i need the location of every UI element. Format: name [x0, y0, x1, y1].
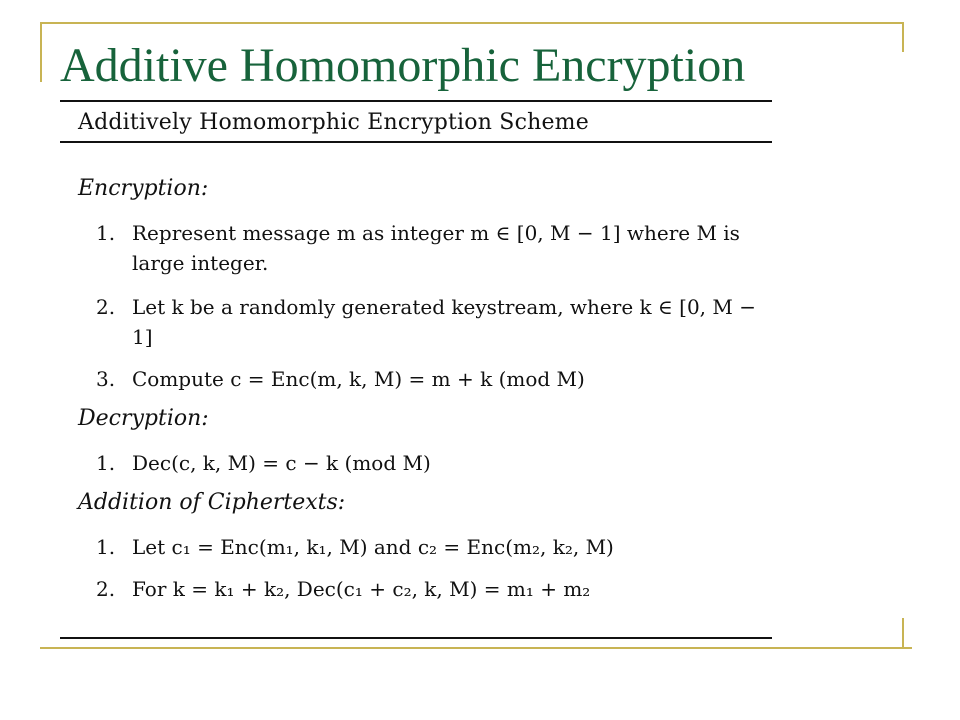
step-number: 3. [96, 367, 116, 391]
step-number: 1. [96, 221, 116, 245]
frame-bottom-right-line [902, 618, 904, 648]
scheme-box [60, 100, 772, 640]
frame-top-line [40, 22, 904, 24]
frame-left-line [40, 22, 42, 82]
step-number: 2. [96, 577, 116, 601]
step-text: Dec(c, k, M) = c − k (mod M) [132, 451, 431, 475]
encryption-step-2 [96, 292, 756, 352]
frame-right-line [902, 22, 904, 52]
step-text: Compute c = Enc(m, k, M) = m + k (mod M) [132, 367, 585, 391]
scheme-top-rule [60, 100, 772, 102]
step-text: For k = k₁ + k₂, Dec(c₁ + c₂, k, M) = m₁ + m₂ [132, 577, 591, 601]
decryption-label: Decryption: [78, 406, 209, 431]
step-number: 1. [96, 535, 116, 559]
step-text: Let c₁ = Enc(m₁, k₁, M) and c₂ = Enc(m₂, k₂, M) [132, 535, 614, 559]
frame-bottom-line [40, 647, 912, 649]
scheme-bottom-rule [60, 637, 772, 639]
addition-label: Addition of Ciphertexts: [78, 490, 346, 515]
decryption-step-1 [96, 448, 756, 478]
addition-step-2 [96, 574, 756, 604]
step-text: Let k be a randomly generated keystream, where k ∈ [0, M − 1] [132, 295, 756, 349]
scheme-heading-rule [60, 141, 772, 143]
step-number: 1. [96, 451, 116, 475]
scheme-heading: Additively Homomorphic Encryption Scheme [78, 110, 589, 135]
slide-title: Additive Homomorphic Encryption [60, 39, 746, 92]
encryption-label: Encryption: [78, 176, 209, 201]
encryption-step-3 [96, 364, 756, 394]
encryption-step-1 [96, 218, 756, 278]
step-text: Represent message m as integer m ∈ [0, M − 1] where M is large integer. [132, 221, 740, 275]
addition-step-1 [96, 532, 756, 562]
step-number: 2. [96, 295, 116, 319]
